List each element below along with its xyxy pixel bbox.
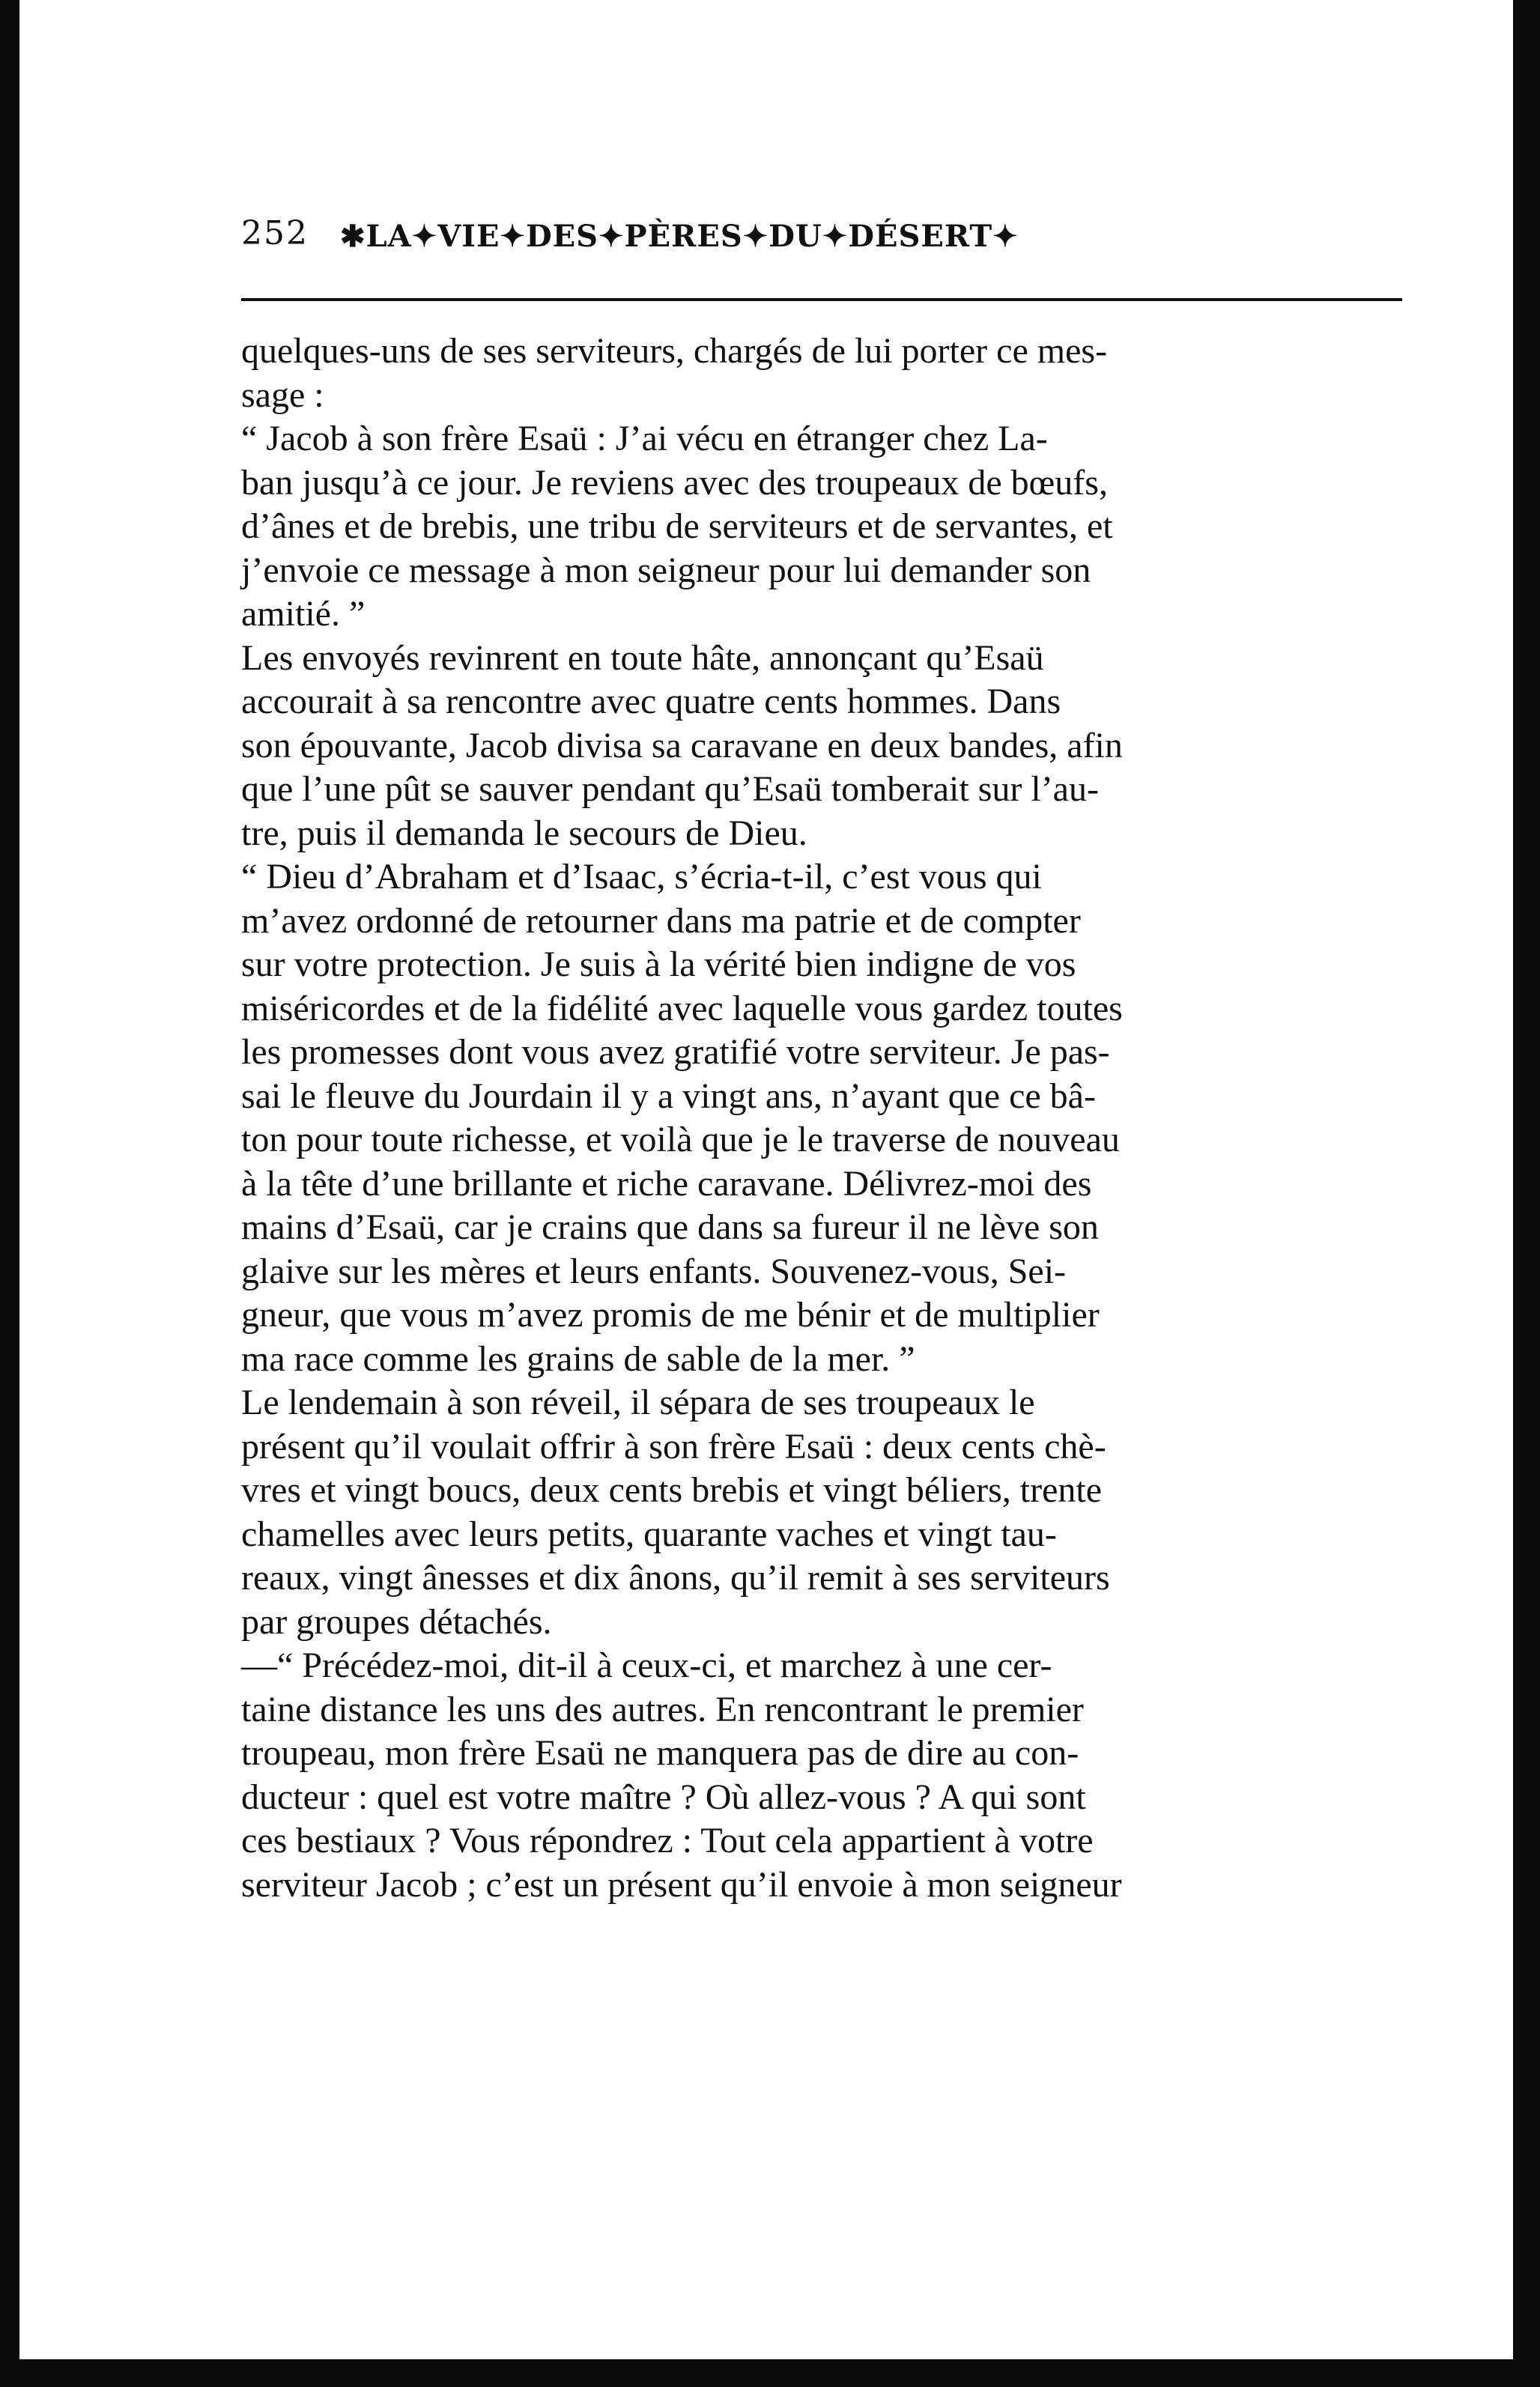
page-number: 252 bbox=[241, 214, 309, 252]
text-line: ma race comme les grains de sable de la mer. ” bbox=[241, 1338, 915, 1379]
text-line: j’envoie ce message à mon seigneur pour lui demander son bbox=[241, 550, 1091, 590]
text-line: d’ânes et de brebis, une tribu de serviteurs et de servantes, et bbox=[241, 506, 1113, 546]
text-line: Les envoyés revinrent en toute hâte, annonçant qu’Esaü bbox=[241, 637, 1044, 678]
text-line: “ Jacob à son frère Esaü : J’ai vécu en étranger chez La- bbox=[241, 419, 1048, 458]
text-line: glaive sur les mères et leurs enfants. Souvenez-vous, Sei- bbox=[241, 1251, 1067, 1291]
text-line: vres et vingt boucs, deux cents brebis et vingt béliers, trente bbox=[241, 1470, 1103, 1510]
text-line: les promesses dont vous avez gratifié votre serviteur. Je pas- bbox=[241, 1032, 1110, 1072]
text-line: que l’une pût se sauver pendant qu’Esaü tomberait sur l’au- bbox=[241, 769, 1099, 809]
text-line: troupeau, mon frère Esaü ne manquera pas de dire au con- bbox=[241, 1733, 1079, 1773]
text-line: “ Dieu d’Abraham et d’Isaac, s’écria-t-il, c’est vous qui bbox=[241, 857, 1042, 897]
text-line: miséricordes et de la fidélité avec laquelle vous gardez toutes bbox=[241, 988, 1123, 1028]
text-line: gneur, que vous m’avez promis de me bénir et de multiplier bbox=[241, 1295, 1100, 1335]
running-head: ✱LA✦VIE✦DES✦PÈRES✦DU✦DÉSERT✦ bbox=[340, 219, 1019, 254]
body-text bbox=[241, 330, 1402, 1907]
text-line: quelques-uns de ses serviteurs, chargés de lui porter ce mes- bbox=[241, 331, 1108, 371]
scan-bottom-edge bbox=[0, 2359, 1540, 2387]
text-line: présent qu’il voulait offrir à son frère Esaü : deux cents chè- bbox=[241, 1426, 1106, 1467]
text-line: Le lendemain à son réveil, il sépara de ses troupeaux le bbox=[241, 1383, 1035, 1422]
scan-right-edge bbox=[1513, 0, 1540, 2387]
text-line: ban jusqu’à ce jour. Je reviens avec des troupeaux de bœufs, bbox=[241, 462, 1108, 503]
text-line: son épouvante, Jacob divisa sa caravane en deux bandes, afin bbox=[241, 725, 1123, 765]
text-line: tre, puis il demanda le secours de Dieu. bbox=[241, 813, 807, 853]
header-rule bbox=[241, 298, 1402, 301]
text-line: ces bestiaux ? Vous répondrez : Tout cela appartient à votre bbox=[241, 1821, 1094, 1860]
text-line: sur votre protection. Je suis à la vérité bien indigne de vos bbox=[241, 944, 1076, 984]
page-header bbox=[241, 214, 1402, 267]
text-line: amitié. ” bbox=[241, 594, 366, 634]
text-line: chamelles avec leurs petits, quarante vaches et vingt tau- bbox=[241, 1514, 1057, 1554]
scan-left-edge bbox=[0, 0, 19, 2387]
text-line: accourait à sa rencontre avec quatre cents hommes. Dans bbox=[241, 682, 1061, 721]
text-line: m’avez ordonné de retourner dans ma patrie et de compter bbox=[241, 900, 1081, 941]
text-line: par groupes détachés. bbox=[241, 1601, 552, 1642]
text-line: taine distance les uns des autres. En rencontrant le premier bbox=[241, 1689, 1084, 1729]
text-line: mains d’Esaü, car je crains que dans sa fureur il ne lève son bbox=[241, 1207, 1099, 1247]
text-line: ton pour toute richesse, et voilà que je le traverse de nouveau bbox=[241, 1120, 1120, 1159]
text-line: sai le fleuve du Jourdain il y a vingt ans, n’ayant que ce bâ- bbox=[241, 1076, 1096, 1116]
text-line: ducteur : quel est votre maître ? Où allez-vous ? A qui sont bbox=[241, 1777, 1086, 1817]
text-line: reaux, vingt ânesses et dix ânons, qu’il remit à ses serviteurs bbox=[241, 1558, 1110, 1598]
text-line: —“ Précédez-moi, dit-il à ceux-ci, et marchez à une cer- bbox=[241, 1646, 1052, 1685]
text-line: serviteur Jacob ; c’est un présent qu’il envoie à mon seigneur bbox=[241, 1864, 1122, 1905]
text-line: sage : bbox=[241, 374, 324, 415]
text-line: à la tête d’une brillante et riche caravane. Délivrez-moi des bbox=[241, 1163, 1092, 1204]
